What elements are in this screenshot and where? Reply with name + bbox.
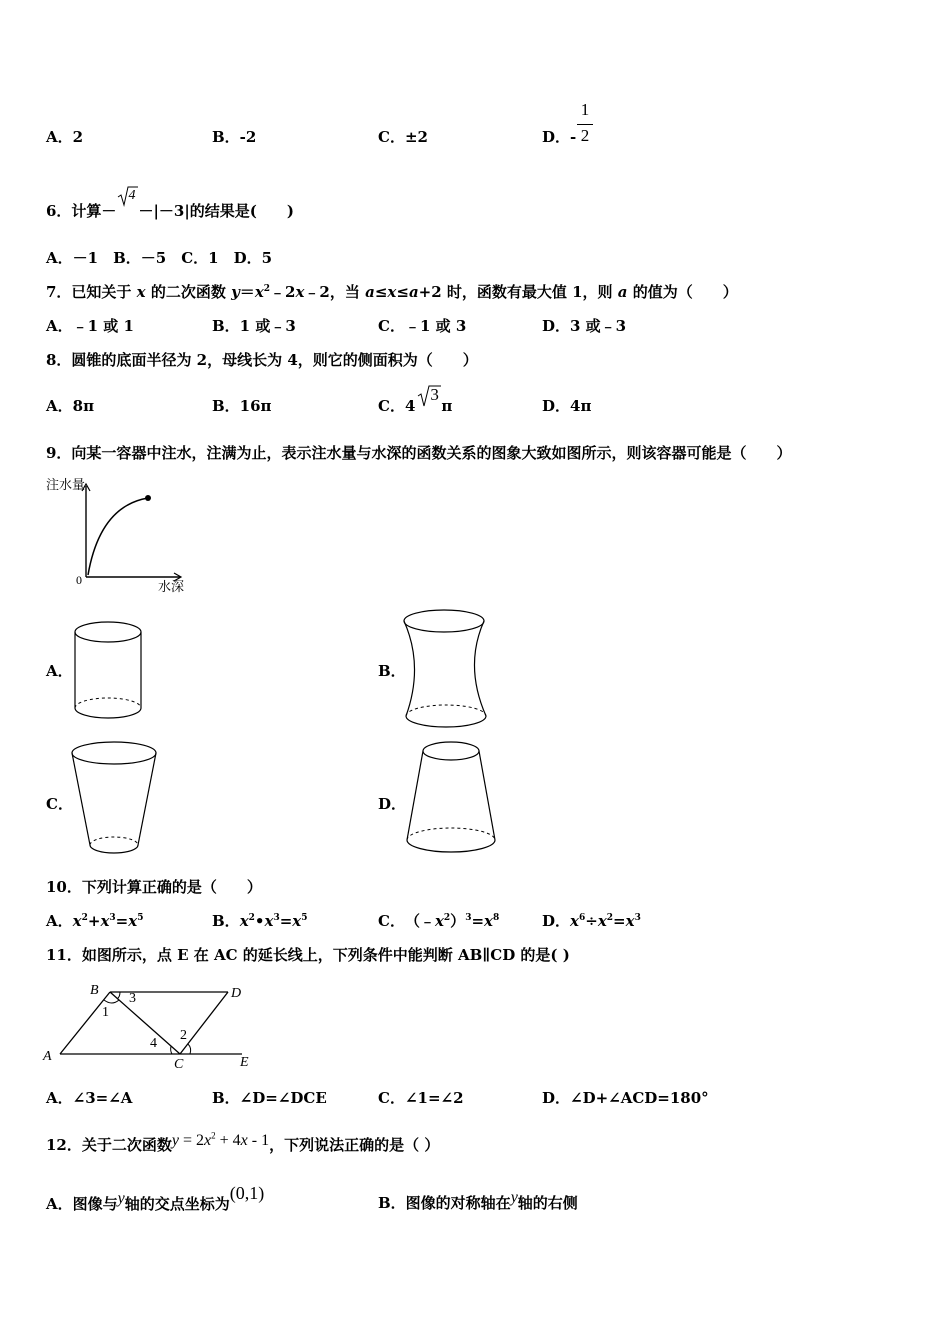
- q12-option-a-point: (0,1): [229, 1183, 265, 1203]
- q10-op: ÷: [585, 912, 598, 930]
- q10-exp: 5: [137, 913, 144, 923]
- q10-option-a: [46, 911, 143, 931]
- q10-var: x: [239, 912, 249, 930]
- segment-bc: [110, 992, 180, 1054]
- q12-term: + 4: [215, 1132, 241, 1149]
- q6-options: A．－1 B．－5 C．1 D．5: [46, 249, 273, 267]
- q8-option-c-label: C．4: [378, 397, 416, 415]
- q10-exp: 3: [465, 913, 472, 923]
- q10-label: B．: [212, 912, 240, 930]
- container-c-wide-top: [68, 738, 168, 858]
- container-d-wide-bottom: [403, 737, 503, 862]
- angle-4-label: 4: [150, 1036, 157, 1051]
- q10-op: =: [115, 912, 129, 930]
- q10-exp: 2: [248, 913, 255, 923]
- q5-option-d: D．-: [542, 128, 577, 146]
- q12-term: - 1: [247, 1132, 270, 1149]
- q5-option-c: C．±2: [378, 128, 428, 146]
- q12-option-a: [46, 1183, 265, 1215]
- q6-stem-a: 6．计算－: [46, 202, 117, 220]
- point-d-label: D: [231, 986, 242, 1001]
- q12-stem-b: ，下列说法正确的是（ ）: [269, 1136, 440, 1154]
- q7-var-a: a: [617, 283, 628, 301]
- point-b-label: B: [90, 983, 99, 998]
- q7-stem: [46, 282, 738, 302]
- q10-label: D．: [542, 912, 571, 930]
- q10-op: =: [471, 912, 485, 930]
- point-e-label: E: [240, 1055, 249, 1070]
- water-curve: [88, 498, 148, 575]
- angle-2-arc: [188, 1044, 191, 1054]
- q8-pi: π: [441, 397, 453, 415]
- q10-option-d: [542, 911, 641, 931]
- q11-option-c: C．∠1=∠2: [378, 1089, 464, 1107]
- q7-text: ≤: [374, 283, 388, 301]
- q10-stem: 10．下列计算正确的是（ ）: [46, 878, 262, 896]
- q5-option-d-numerator: 1: [580, 100, 590, 119]
- q12-stem-a: 12．关于二次函数: [46, 1136, 172, 1154]
- q7-text: ＝: [239, 283, 255, 301]
- q10-exp: 2: [443, 913, 451, 923]
- q7-var-a: a: [365, 283, 375, 301]
- q10-exp: 3: [109, 913, 116, 923]
- q10-op: ）: [450, 912, 466, 930]
- q12-option-a-var-y: y: [117, 1190, 125, 1207]
- q10-option-b: [212, 911, 308, 931]
- curve-end-point: [145, 495, 151, 501]
- q7-text: 的二次函数: [145, 283, 232, 301]
- q10-exp: 5: [301, 913, 308, 923]
- q9-stem: 9．向某一容器中注水，注满为止，表示注水量与水深的函数关系的图象大致如图所示，则该容器可能是（ ）: [46, 444, 792, 462]
- q12-var-x: x: [240, 1132, 248, 1149]
- container-b-hourglass: [398, 604, 498, 724]
- q10-var: x: [484, 912, 493, 930]
- q6-stem-b: －|－3|的结果是( ): [138, 202, 294, 220]
- q9-option-d: D．: [378, 795, 407, 813]
- q10-exp: 2: [81, 913, 88, 923]
- segment-ab: [60, 992, 110, 1054]
- q10-exp: 6: [578, 913, 586, 923]
- q7-option-b: B．1 或﹣3: [212, 317, 296, 335]
- q5-option-b: B．-2: [212, 128, 257, 146]
- q12-option-b-text: 轴的右侧: [517, 1194, 578, 1212]
- q10-label: C． （﹣: [378, 912, 435, 930]
- q10-var: x: [72, 912, 82, 930]
- q10-var: x: [128, 912, 138, 930]
- q6-stem: [46, 188, 294, 221]
- q5-option-d-denominator: 2: [580, 126, 590, 145]
- q9-option-c: C．: [46, 795, 73, 813]
- angle-1-label: 1: [102, 1005, 109, 1020]
- angle-2-label: 2: [180, 1028, 187, 1043]
- q9-option-a: A．: [46, 662, 73, 680]
- q5-option-a: A．2: [46, 128, 84, 146]
- q12-option-b: [378, 1189, 578, 1214]
- q7-var-x: x: [136, 283, 146, 301]
- point-c-label: C: [174, 1057, 184, 1072]
- q7-var-y: y: [231, 283, 240, 301]
- q12-term: = 2: [178, 1132, 205, 1149]
- q10-exp: 3: [273, 913, 280, 923]
- q8-option-b: B．16π: [212, 397, 272, 415]
- q7-text: ≤: [396, 283, 409, 301]
- q8-radicand: 3: [430, 385, 439, 404]
- x-axis-label: 水深: [158, 579, 185, 594]
- point-a-label: A: [43, 1049, 52, 1064]
- q6-radicand: 4: [128, 188, 136, 203]
- q11-figure: [40, 980, 260, 1070]
- q10-var: x: [597, 912, 607, 930]
- q12-formula: [172, 1132, 269, 1149]
- q7-text: ﹣2: [270, 283, 296, 301]
- q12-stem: [46, 1130, 440, 1156]
- q10-op: =: [279, 912, 293, 930]
- angle-3-label: 3: [129, 991, 136, 1006]
- q10-exp: 3: [634, 913, 641, 923]
- q12-option-a-text: 轴的交点坐标为: [124, 1195, 230, 1213]
- q7-var-x: x: [295, 283, 305, 301]
- q8-stem: 8．圆锥的底面半径为 2，母线长为 4，则它的侧面积为（ ）: [46, 351, 478, 369]
- q11-option-d: D．∠D+∠ACD=180°: [542, 1089, 709, 1107]
- angle-1-arc: [104, 1000, 119, 1003]
- q7-var-a: a: [408, 283, 419, 301]
- q10-var: x: [570, 912, 579, 930]
- segment-cd: [180, 992, 228, 1054]
- q10-var: x: [625, 912, 635, 930]
- q7-option-a: A．﹣1 或 1: [46, 317, 134, 335]
- q7-var-x: x: [387, 283, 397, 301]
- q12-var-y: y: [171, 1132, 179, 1149]
- q7-option-d: D．3 或﹣3: [542, 317, 627, 335]
- q8-option-d: D．4π: [542, 397, 592, 415]
- q10-exp: 2: [606, 913, 614, 923]
- q10-op: •: [254, 912, 265, 930]
- q8-option-a: A．8π: [46, 397, 95, 415]
- q10-var: x: [292, 912, 302, 930]
- q10-option-c: [378, 911, 499, 931]
- q8-option-c: [378, 385, 453, 416]
- q7-text: +2 时，函数有最大值 1，则: [418, 283, 618, 301]
- q8-sqrt: [415, 385, 441, 416]
- q7-text: 的值为（ ）: [627, 283, 738, 301]
- q10-label: A．: [46, 912, 73, 930]
- q7-option-c: C．﹣1 或 3: [378, 317, 467, 335]
- origin-label: 0: [76, 573, 82, 587]
- container-a-cylinder: [70, 618, 150, 728]
- q12-option-b-var-y: y: [510, 1189, 518, 1206]
- q7-text: ﹣2，当: [304, 283, 366, 301]
- q10-op: +: [87, 912, 101, 930]
- q5-fraction-bar: [577, 124, 593, 125]
- q10-var: x: [100, 912, 110, 930]
- q7-exponent: 2: [263, 284, 271, 294]
- q11-option-b: B．∠D=∠DCE: [212, 1089, 327, 1107]
- q12-option-a-text: A．图像与: [46, 1195, 118, 1213]
- q11-stem: 11．如图所示，点 E 在 AC 的延长线上，下列条件中能判断 AB∥CD 的是( ): [46, 946, 570, 964]
- q12-option-b-text: B．图像的对称轴在: [378, 1194, 511, 1212]
- q7-text: 7．已知关于: [46, 283, 137, 301]
- q12-exponent: 2: [211, 1130, 216, 1141]
- q10-var: x: [264, 912, 274, 930]
- q6-sqrt: [116, 188, 138, 221]
- q10-op: =: [613, 912, 626, 930]
- q10-exp: 8: [492, 913, 500, 923]
- y-axis-label: 注水量: [46, 477, 86, 492]
- q11-option-a: A．∠3=∠A: [46, 1089, 133, 1107]
- q9-graph: [40, 476, 190, 596]
- q12-var-x: x: [204, 1132, 212, 1149]
- q10-var: x: [434, 912, 444, 930]
- q7-var-x: x: [254, 283, 264, 301]
- q9-option-b: B．: [378, 662, 406, 680]
